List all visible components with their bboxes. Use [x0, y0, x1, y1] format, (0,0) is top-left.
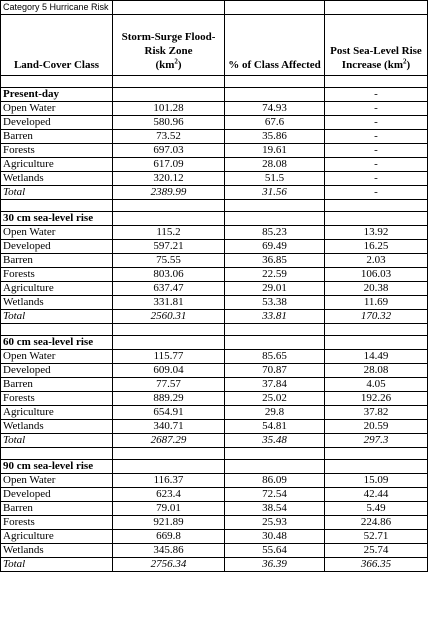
total-zone-cell[interactable]: 2560.31: [113, 310, 225, 324]
flood-zone-cell[interactable]: 77.57: [113, 378, 225, 392]
header-affected-label: % of Class Affected: [228, 59, 321, 71]
header-land-cover-class[interactable]: [1, 15, 113, 76]
total-percent-cell[interactable]: 31.56: [225, 186, 325, 200]
increase-cell[interactable]: 16.25: [325, 240, 428, 254]
increase-cell[interactable]: 28.08: [325, 364, 428, 378]
empty-cell[interactable]: [225, 76, 325, 88]
empty-cell[interactable]: [113, 200, 225, 212]
land-cover-class-cell[interactable]: Barren: [1, 502, 113, 516]
percent-affected-cell[interactable]: 35.86: [225, 130, 325, 144]
percent-affected-cell[interactable]: 51.5: [225, 172, 325, 186]
header-zone-unit-close: ): [177, 59, 182, 71]
percent-affected-cell[interactable]: 53.38: [225, 296, 325, 310]
increase-cell[interactable]: 37.82: [325, 406, 428, 420]
empty-cell[interactable]: [225, 212, 325, 226]
empty-cell[interactable]: [225, 448, 325, 460]
land-cover-class-cell[interactable]: Barren: [1, 254, 113, 268]
flood-zone-cell[interactable]: 580.96: [113, 116, 225, 130]
flood-zone-cell[interactable]: 889.29: [113, 392, 225, 406]
land-cover-class-cell[interactable]: Agriculture: [1, 158, 113, 172]
header-increase-sup: 2: [403, 57, 407, 66]
header-post-rise-increase[interactable]: [325, 15, 428, 76]
section-header-row: [1, 88, 428, 102]
land-cover-class-cell[interactable]: Barren: [1, 378, 113, 392]
land-cover-class-cell[interactable]: Developed: [1, 116, 113, 130]
header-class-label: Land-Cover Class: [13, 59, 100, 71]
spacer-row: [1, 324, 428, 336]
percent-affected-cell[interactable]: 74.93: [225, 102, 325, 116]
land-cover-class-cell[interactable]: Forests: [1, 144, 113, 158]
land-cover-class-cell[interactable]: Open Water: [1, 102, 113, 116]
section-label[interactable]: 30 cm sea-level rise: [1, 212, 113, 226]
increase-cell[interactable]: 106.03: [325, 268, 428, 282]
land-cover-class-cell[interactable]: Wetlands: [1, 296, 113, 310]
header-flood-risk-zone[interactable]: [113, 15, 225, 76]
empty-cell[interactable]: [1, 324, 113, 336]
table-row: [1, 474, 428, 488]
table-row: [1, 102, 428, 116]
empty-cell[interactable]: [325, 448, 428, 460]
increase-cell[interactable]: -: [325, 158, 428, 172]
percent-affected-cell[interactable]: 30.48: [225, 530, 325, 544]
land-cover-class-cell[interactable]: Agriculture: [1, 406, 113, 420]
increase-cell[interactable]: 224.86: [325, 516, 428, 530]
section-header-row: [1, 212, 428, 226]
table-body: [1, 1, 428, 572]
land-cover-class-cell[interactable]: Forests: [1, 516, 113, 530]
increase-cell[interactable]: 192.26: [325, 392, 428, 406]
total-increase-cell[interactable]: 366.35: [325, 558, 428, 572]
total-row: [1, 186, 428, 200]
empty-cell[interactable]: [225, 460, 325, 474]
flood-zone-cell[interactable]: 697.03: [113, 144, 225, 158]
title-row: [1, 1, 428, 15]
total-zone-cell[interactable]: 2389.99: [113, 186, 225, 200]
percent-affected-cell[interactable]: 28.08: [225, 158, 325, 172]
total-row: [1, 434, 428, 448]
percent-affected-cell[interactable]: 67.6: [225, 116, 325, 130]
flood-zone-cell[interactable]: 921.89: [113, 516, 225, 530]
flood-zone-cell[interactable]: 116.37: [113, 474, 225, 488]
flood-zone-cell[interactable]: 617.09: [113, 158, 225, 172]
increase-cell[interactable]: -: [325, 144, 428, 158]
empty-cell[interactable]: [325, 200, 428, 212]
land-cover-class-cell[interactable]: Wetlands: [1, 544, 113, 558]
table-row: [1, 296, 428, 310]
flood-zone-cell[interactable]: 73.52: [113, 130, 225, 144]
total-increase-cell[interactable]: -: [325, 186, 428, 200]
land-cover-class-cell[interactable]: Agriculture: [1, 282, 113, 296]
flood-zone-cell[interactable]: 669.8: [113, 530, 225, 544]
total-label[interactable]: Total: [1, 434, 113, 448]
empty-cell[interactable]: [113, 212, 225, 226]
increase-cell[interactable]: -: [325, 116, 428, 130]
table-row: [1, 488, 428, 502]
spacer-row: [1, 448, 428, 460]
percent-affected-cell[interactable]: 72.54: [225, 488, 325, 502]
flood-zone-cell[interactable]: 75.55: [113, 254, 225, 268]
total-label[interactable]: Total: [1, 186, 113, 200]
total-row: [1, 310, 428, 324]
total-percent-cell[interactable]: 36.39: [225, 558, 325, 572]
section-header-row: [1, 460, 428, 474]
land-cover-class-cell[interactable]: Forests: [1, 392, 113, 406]
header-percent-affected[interactable]: [225, 15, 325, 76]
table-row: [1, 350, 428, 364]
percent-affected-cell[interactable]: 37.84: [225, 378, 325, 392]
table-row: [1, 364, 428, 378]
total-percent-cell[interactable]: 33.81: [225, 310, 325, 324]
flood-zone-cell[interactable]: 331.81: [113, 296, 225, 310]
table-row: [1, 158, 428, 172]
section-header-value[interactable]: [325, 336, 428, 350]
increase-cell[interactable]: 13.92: [325, 226, 428, 240]
flood-zone-cell[interactable]: 101.28: [113, 102, 225, 116]
empty-cell[interactable]: [325, 1, 428, 15]
land-cover-class-cell[interactable]: Barren: [1, 130, 113, 144]
increase-cell[interactable]: -: [325, 172, 428, 186]
land-cover-class-cell[interactable]: Wetlands: [1, 172, 113, 186]
percent-affected-cell[interactable]: 86.09: [225, 474, 325, 488]
flood-zone-cell[interactable]: 597.21: [113, 240, 225, 254]
percent-affected-cell[interactable]: 85.23: [225, 226, 325, 240]
table-title[interactable]: Category 5 Hurricane Risk: [1, 1, 113, 15]
increase-cell[interactable]: 15.09: [325, 474, 428, 488]
header-zone-unit-sup: 2: [174, 57, 178, 66]
percent-affected-cell[interactable]: 22.59: [225, 268, 325, 282]
increase-cell[interactable]: 11.69: [325, 296, 428, 310]
flood-zone-cell[interactable]: 115.77: [113, 350, 225, 364]
land-cover-class-cell[interactable]: Open Water: [1, 226, 113, 240]
flood-zone-cell[interactable]: 345.86: [113, 544, 225, 558]
table-row: [1, 254, 428, 268]
table-row: [1, 130, 428, 144]
empty-cell[interactable]: [225, 1, 325, 15]
empty-cell[interactable]: [113, 324, 225, 336]
percent-affected-cell[interactable]: 55.64: [225, 544, 325, 558]
land-cover-class-cell[interactable]: Developed: [1, 488, 113, 502]
empty-cell[interactable]: [225, 324, 325, 336]
empty-cell[interactable]: [113, 88, 225, 102]
flood-zone-cell[interactable]: 320.12: [113, 172, 225, 186]
empty-cell[interactable]: [225, 336, 325, 350]
table-row: [1, 502, 428, 516]
empty-cell[interactable]: [225, 88, 325, 102]
empty-cell[interactable]: [113, 76, 225, 88]
flood-zone-cell[interactable]: 654.91: [113, 406, 225, 420]
land-cover-class-cell[interactable]: Forests: [1, 268, 113, 282]
percent-affected-cell[interactable]: 29.8: [225, 406, 325, 420]
empty-cell[interactable]: [325, 76, 428, 88]
empty-cell[interactable]: [113, 336, 225, 350]
total-zone-cell[interactable]: 2756.34: [113, 558, 225, 572]
flood-zone-cell[interactable]: 115.2: [113, 226, 225, 240]
total-percent-cell[interactable]: 35.48: [225, 434, 325, 448]
total-zone-cell[interactable]: 2687.29: [113, 434, 225, 448]
land-cover-class-cell[interactable]: Agriculture: [1, 530, 113, 544]
table-row: [1, 378, 428, 392]
total-increase-cell[interactable]: 170.32: [325, 310, 428, 324]
percent-affected-cell[interactable]: 54.81: [225, 420, 325, 434]
section-label[interactable]: 90 cm sea-level rise: [1, 460, 113, 474]
table-row: [1, 116, 428, 130]
section-label[interactable]: Present-day: [1, 88, 113, 102]
flood-zone-cell[interactable]: 609.04: [113, 364, 225, 378]
increase-cell[interactable]: 14.49: [325, 350, 428, 364]
land-cover-class-cell[interactable]: Developed: [1, 240, 113, 254]
increase-cell[interactable]: 20.59: [325, 420, 428, 434]
total-label[interactable]: Total: [1, 310, 113, 324]
empty-cell[interactable]: [113, 448, 225, 460]
increase-cell[interactable]: 4.05: [325, 378, 428, 392]
empty-cell[interactable]: [113, 1, 225, 15]
flood-zone-cell[interactable]: 637.47: [113, 282, 225, 296]
percent-affected-cell[interactable]: 36.85: [225, 254, 325, 268]
percent-affected-cell[interactable]: 25.93: [225, 516, 325, 530]
header-increase-close: ): [406, 59, 411, 71]
percent-affected-cell[interactable]: 85.65: [225, 350, 325, 364]
table-row: [1, 226, 428, 240]
land-cover-class-cell[interactable]: Open Water: [1, 474, 113, 488]
percent-affected-cell[interactable]: 69.49: [225, 240, 325, 254]
increase-cell[interactable]: -: [325, 102, 428, 116]
increase-cell[interactable]: 2.03: [325, 254, 428, 268]
increase-cell[interactable]: 20.38: [325, 282, 428, 296]
table-row: [1, 544, 428, 558]
section-header-row: [1, 336, 428, 350]
empty-cell[interactable]: [1, 200, 113, 212]
flood-zone-cell[interactable]: 803.06: [113, 268, 225, 282]
table-row: [1, 268, 428, 282]
spacer-row: [1, 76, 428, 88]
empty-cell[interactable]: [325, 324, 428, 336]
empty-cell[interactable]: [113, 460, 225, 474]
increase-cell[interactable]: 52.71: [325, 530, 428, 544]
section-label[interactable]: 60 cm sea-level rise: [1, 336, 113, 350]
percent-affected-cell[interactable]: 70.87: [225, 364, 325, 378]
table-row: [1, 530, 428, 544]
increase-cell[interactable]: 25.74: [325, 544, 428, 558]
section-header-value[interactable]: [325, 460, 428, 474]
empty-cell[interactable]: [225, 200, 325, 212]
increase-cell[interactable]: -: [325, 130, 428, 144]
land-cover-class-cell[interactable]: Wetlands: [1, 420, 113, 434]
empty-cell[interactable]: [1, 76, 113, 88]
table-row: [1, 392, 428, 406]
flood-zone-cell[interactable]: 623.4: [113, 488, 225, 502]
total-row: [1, 558, 428, 572]
table-row: [1, 240, 428, 254]
land-cover-class-cell[interactable]: Developed: [1, 364, 113, 378]
percent-affected-cell[interactable]: 29.01: [225, 282, 325, 296]
percent-affected-cell[interactable]: 25.02: [225, 392, 325, 406]
table-row: [1, 144, 428, 158]
header-row: [1, 15, 428, 76]
table-row: [1, 406, 428, 420]
empty-cell[interactable]: [1, 448, 113, 460]
total-label[interactable]: Total: [1, 558, 113, 572]
table-row: [1, 282, 428, 296]
flood-zone-cell[interactable]: 79.01: [113, 502, 225, 516]
table-row: [1, 420, 428, 434]
table-row: [1, 172, 428, 186]
header-increase-label: Post Sea-Level Rise Increase (km: [330, 45, 422, 71]
increase-cell[interactable]: 5.49: [325, 502, 428, 516]
spacer-row: [1, 200, 428, 212]
flood-zone-cell[interactable]: 340.71: [113, 420, 225, 434]
percent-affected-cell[interactable]: 38.54: [225, 502, 325, 516]
table-row: [1, 516, 428, 530]
section-header-value[interactable]: [325, 212, 428, 226]
increase-cell[interactable]: 42.44: [325, 488, 428, 502]
section-header-value[interactable]: -: [325, 88, 428, 102]
header-zone-label: Storm-Surge Flood-Risk Zone: [121, 31, 216, 57]
header-zone-unit-open: (km: [155, 59, 175, 71]
percent-affected-cell[interactable]: 19.61: [225, 144, 325, 158]
land-cover-class-cell[interactable]: Open Water: [1, 350, 113, 364]
total-increase-cell[interactable]: 297.3: [325, 434, 428, 448]
